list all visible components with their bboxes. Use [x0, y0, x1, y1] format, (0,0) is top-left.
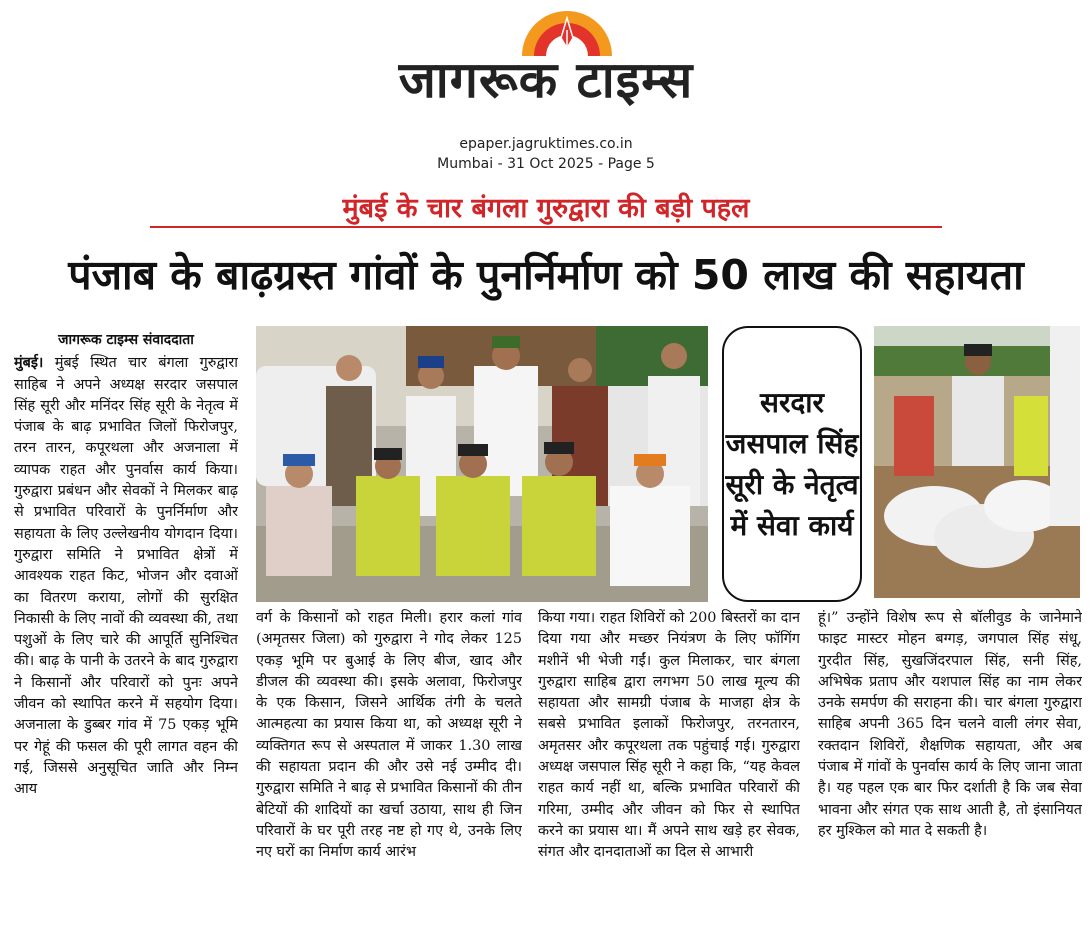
column-4-text: हूं।” उन्होंने विशेष रूप से बॉलीवुड के जानेमाने फाइट मास्टर मोहन बग्गड़, जगपाल सिंह संधू, गुरदीत सिंह, सुखजिंदरपाल सिंह, सनी सिंह, अभिषेक प्रताप और यशपाल सिंह का नाम लेकर उनके समर्पण की सराहना की। चार बंगला गुरुद्वारा साहिब अपनी 365 दिन चलने वाली लंगर सेवा, रक्तदान शिविरों, शैक्षणिक सहायता, और अब पंजाब में गांवों के पुनर्वास कार्य के लिए जाना जाता है। यह पहल एक बार फिर दर्शाती है कि जब सेवा भावना और संगत एक साथ आती है, तो इंसानियत हर मुश्किल को मात दे सकती है।	[818, 610, 1082, 839]
article-column-4	[818, 608, 1082, 946]
main-headline: पंजाब के बाढ़ग्रस्त गांवों के पुनर्निर्माण को 50 लाख की सहायता	[68, 251, 1024, 299]
column-1-text: मुंबई स्थित चार बंगला गुरुद्वारा साहिब ने अपने अध्यक्ष सरदार जसपाल सिंह सूरी और मनिंदर सिंह सूरी के नेतृत्व में पंजाब के बाढ़ प्रभावित जिलों फिरोजपुर, तरन तारन, कपूरथला और अजनाला में व्यापक राहत और पुनर्वास कार्य किया। गुरुद्वारा प्रबंधन और सेवकों ने मिलकर बाढ़ से प्रभावित परिवारों के पुनर्निर्माण और सहायता के लिए उल्लेखनीय योगदान दिया। गुरुद्वारा समिति ने प्रभावित क्षेत्रों में आवश्यक राहत किट, भोजन और दवाओं का वितरण कराया, लोगों की सुरक्षित निकासी के लिए नावों की व्यवस्था की, तथा पशुओं के लिए चारे की आपूर्ति सुनिश्चित की। बाढ़ के पानी के उतरने के बाद गुरुद्वारा ने किसानों और परिवारों को पुनः अपने जीवन को स्थापित करने में सहयोग दिया। अजनाला के डुब्बर गांव में 75 एकड़ भूमि पर गेहूं की फसल की पूरी लागत वहन की गई, जिससे अनुसूचित जाति और निम्न आय	[14, 355, 238, 798]
article-column-2	[256, 608, 522, 946]
kicker-rule	[150, 226, 942, 228]
callout-text: सरदार जसपाल सिंह सूरी के नेतृत्व में सेवा कार्य	[725, 386, 859, 542]
edition-date: Mumbai - 31 Oct 2025 - Page 5	[437, 156, 655, 172]
leadership-callout-box	[722, 326, 862, 602]
column-2-text: वर्ग के किसानों को राहत मिली। हरार कलां गांव (अमृतसर जिला) को गुरुद्वारा ने गोद लेकर 125 एकड़ भूमि पर बुआई के लिए बीज, खाद और डीजल की व्यवस्था की। इसके अलावा, फिरोजपुर के एक किसान, जिसने आर्थिक तंगी के चलते आत्महत्या का प्रयास किया था, को अध्यक्ष सूरी ने व्यक्तिगत रूप से अस्पताल में जाकर 1.30 लाख की सहायता प्रदान की और उसे नई उम्मीद दी। गुरुद्वारा समिति ने बाढ़ से प्रभावित किसानों की तीन बेटियों की शादियों का खर्चा उठाया, साथ ही जिन परिवारों के घर पूरी तरह नष्ट हो गए थे, उनके लिए नए घरों का निर्माण कार्य आरंभ	[256, 610, 522, 861]
dateline: मुंबई।	[14, 354, 44, 372]
kicker-headline: मुंबई के चार बंगला गुरुद्वारा की बड़ी पहल	[342, 193, 750, 224]
epaper-url: epaper.jagruktimes.co.in	[459, 136, 633, 152]
masthead	[0, 0, 1092, 128]
boat-relief-photo	[874, 326, 1080, 598]
masthead-title: जागरूक टाइम्स	[398, 51, 694, 109]
article-column-3	[538, 608, 800, 946]
byline: जागरूक टाइम्स संवाददाता	[58, 332, 194, 348]
column-3-text: किया गया। राहत शिविरों को 200 बिस्तरों का दान दिया गया और मच्छर नियंत्रण के लिए फॉगिंग मशीनें भी भेजी गईं। कुल मिलाकर, चार बंगला गुरुद्वारा साहिब द्वारा लगभग 50 लाख मूल्य की सहायता और सामग्री पंजाब के माजहा क्षेत्र के सबसे प्रभावित इलाकों फिरोजपुर, तरनतारन, अमृतसर और कपूरथला तक पहुंचाई गई। गुरुद्वारा अध्यक्ष जसपाल सिंह सूरी ने कहा कि, “यह केवल राहत कार्य नहीं था, बल्कि प्रभावित परिवारों की गरिमा, उम्मीद और जीवन को फिर से स्थापित करने का प्रयास था। मैं अपने साथ खड़े हर सेवक, संगत और दानदाताओं का दिल से आभारी	[538, 610, 800, 861]
edition-meta	[380, 134, 712, 174]
article-column-1	[14, 330, 238, 946]
group-volunteers-photo	[256, 326, 708, 602]
